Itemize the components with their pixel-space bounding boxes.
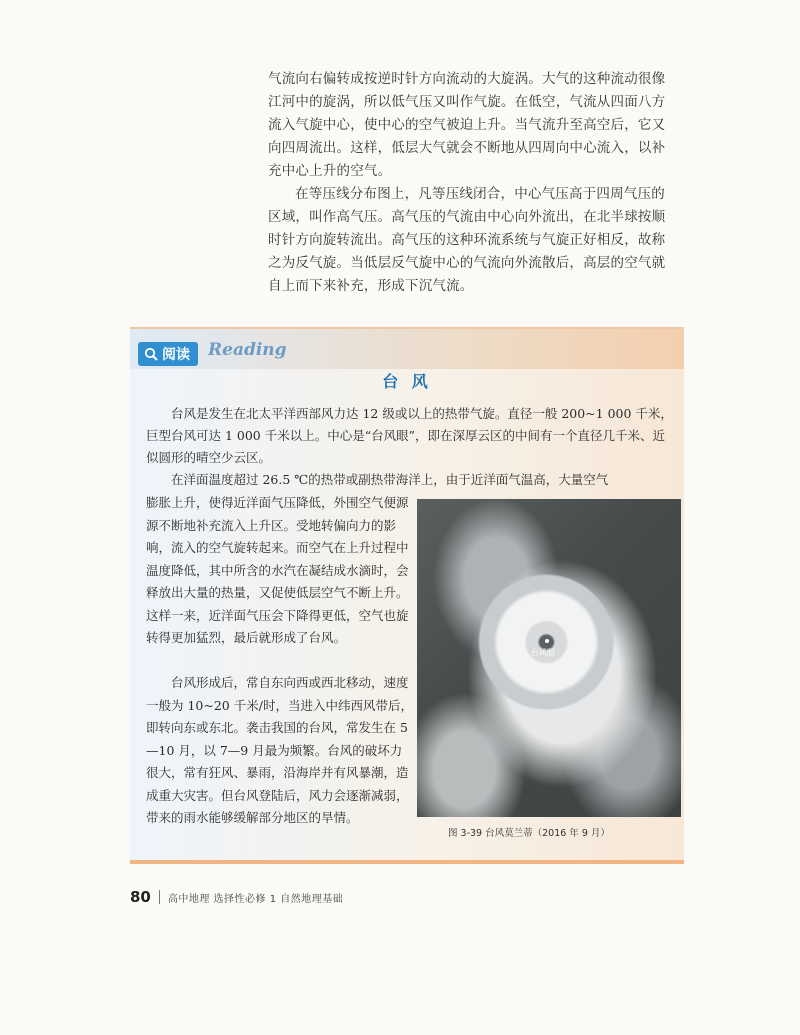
reading-paragraph-1: 台风是发生在北太平洋西部风力达 12 级或以上的热带气旋。直径一般 200~1 000 千米，巨型台风可达 1 000 千米以上。中心是“台风眼”，即在深厚云区的中间有一个直径几千米、近似圆形的晴空少云区。 — [146, 406, 673, 465]
typhoon-eye-marker — [545, 639, 549, 643]
intro-paragraph-1: 气流向右偏转成按逆时针方向流动的大旋涡。大气的这种流动很像江河中的旋涡，所以低气压又叫作气旋。在低空，气流从四面八方流入气旋中心，使中心的空气被迫上升。当气流升至高空后，它又向四周流出。这样，低层大气就会不断地从四周向中心流入，以补充中心上升的空气。 — [268, 71, 666, 179]
footer-divider — [159, 890, 160, 904]
typhoon-eye-label: 台风眼 — [531, 648, 555, 657]
reading-paragraph-2: 膨胀上升，使得近洋面气压降低，外围空气便源源不断地补充流入上升区。受地转偏向力的影响，流入的空气旋转起来。而空气在上升过程中温度降低，其中所含的水汽在凝结成水滴时，会释放出大量的热量，又促使低层空气不断上升。这样一来，近洋面气压会下降得更低，空气也旋转得更加猛烈，最后就形成了台风。 — [146, 495, 409, 645]
reading-paragraph-2-lead: 在洋面温度超过 26.5 ℃的热带或副热带海洋上，由于近洋面气温高，大量空气 — [171, 472, 609, 487]
page-number: 80 — [130, 888, 151, 906]
reading-badge — [138, 342, 198, 366]
reading-title: 台 风 — [382, 372, 432, 391]
reading-box — [130, 327, 684, 864]
page-footer — [130, 888, 343, 906]
intro-text — [268, 68, 678, 298]
reading-paragraph-3: 台风形成后，常自东向西或西北移动，速度一般为 10~20 千米/时，当进入中纬西风带后，即转向东或东北。袭击我国的台风，常发生在 5—10 月，以 7—9 月最为频繁。台风的破坏力很大，常有狂风、暴雨，沿海岸并有风暴潮，造成重大灾害。但台风登陆后，风力会逐渐减弱，带来的雨水能够缓解部分地区的旱情。 — [146, 675, 413, 825]
figure-caption: 图 3-39 台风莫兰蒂（2016 年 9 月） — [448, 828, 610, 839]
magnifier-icon — [144, 347, 158, 361]
reading-header — [130, 329, 684, 369]
typhoon-satellite-image — [417, 499, 681, 817]
intro-paragraph-2: 在等压线分布图上，凡等压线闭合，中心气压高于四周气压的区域，叫作高气压。高气压的气流由中心向外流出，在北半球按顺时针方向旋转流出。高气压的这种环流系统与气旋正好相反，故称之为反气旋。当低层反气旋中心的气流向外流散后，高层的空气就自上而下来补充，形成下沉气流。 — [268, 186, 666, 294]
section-divider — [130, 860, 684, 864]
reading-tag-cn: 阅读 — [162, 347, 190, 363]
book-title: 高中地理 选择性必修 1 自然地理基础 — [167, 893, 344, 905]
reading-tag — [138, 340, 287, 366]
reading-tag-en: Reading — [208, 340, 287, 360]
